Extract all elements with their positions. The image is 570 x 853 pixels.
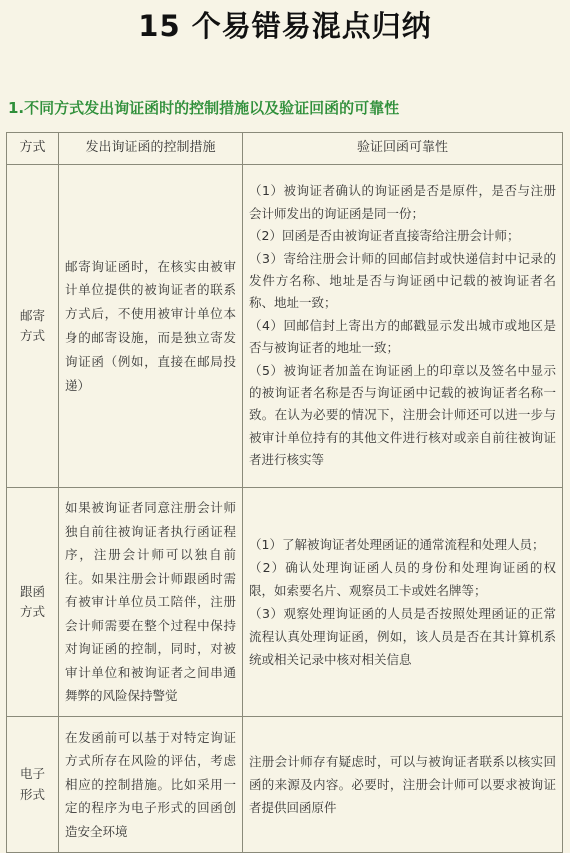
table-row-mail: [7, 165, 563, 488]
reliability-item: （1）被询证者确认的询证函是否是原件，是否与注册会计师发出的询证函是同一份；: [249, 183, 556, 221]
header-reliability: 验证回函可靠性: [243, 133, 563, 165]
control-measure-cell: 邮寄询证函时，在核实由被审计单位提供的被询证者的联系方式后，不使用被审计单位本身的邮寄设施，而是独立寄发询证函（例如，直接在邮局投递）: [59, 165, 243, 488]
reliability-cell: [243, 165, 563, 488]
method-label-line: 邮寄: [19, 307, 45, 323]
method-cell: [7, 488, 59, 717]
reliability-cell: [243, 717, 563, 853]
reliability-item: （1）了解被询证者处理函证的通常流程和处理人员；: [249, 537, 545, 552]
reliability-item: 注册会计师存有疑虑时，可以与被询证者联系以核实回函的来源及内容。必要时，注册会计师可以要求被询证者提供回函原件: [249, 754, 556, 815]
reliability-item: （2）确认处理询证函人员的身份和处理询证函的权限，如索要名片、观察员工卡或姓名牌等；: [249, 560, 556, 598]
method-label-line: 方式: [19, 328, 45, 343]
reliability-item: （3）寄给注册会计师的回邮信封或快递信封中记录的发件方名称、地址是否与询证函中记载的被询证者名称、地址一致；: [249, 250, 556, 311]
method-label-line: 形式: [19, 786, 45, 802]
reliability-cell: [243, 488, 563, 717]
page-title: 15 个易错易混点归纳: [138, 9, 432, 43]
method-label-line: 方式: [19, 604, 45, 619]
control-measure-cell: 如果被询证者同意注册会计师独自前往被询证者执行函证程序，注册会计师可以独自前往。如果注册会计师跟函时需有被审计单位员工陪伴，注册会计师需要在整个过程中保持对询证函的控制，同时，对被审计单位和被询证者之间串通舞弊的风险保持警觉: [59, 488, 243, 717]
table-row-follow: [7, 488, 563, 717]
reliability-item: （5）被询证者加盖在询证函上的印章以及签名中显示的被询证者名称是否与询证函中记载的被询证者名称一致。在认为必要的情况下，注册会计师还可以进一步与被审计单位持有的其他文件进行核对或亲自前往被询证者进行核实等: [249, 362, 556, 468]
reliability-item: （2）回函是否由被询证者直接寄给注册会计师；: [249, 228, 520, 244]
method-label-line: 电子: [19, 766, 45, 781]
method-label-line: 跟函: [19, 583, 45, 599]
reliability-item: （3）观察处理询证函的人员是否按照处理函证的正常流程认真处理询证函，例如，该人员是否在其计算机系统或相关记录中核对相关信息: [249, 606, 556, 667]
control-measure-cell: 在发函前可以基于对特定询证方式所存在风险的评估，考虑相应的控制措施。比如采用一定的程序为电子形式的回函创造安全环境: [59, 717, 243, 853]
comparison-table: [6, 132, 563, 853]
reliability-item: （4）回邮信封上寄出方的邮戳显示发出城市或地区是否与被询证者的地址一致；: [249, 317, 556, 356]
table-header-row: [7, 133, 563, 165]
header-control-measures: 发出询证函的控制措施: [59, 133, 243, 165]
table-row-email: [7, 717, 563, 853]
header-method: 方式: [7, 133, 59, 165]
method-cell: [7, 717, 59, 853]
method-cell: [7, 165, 59, 488]
section-heading: 1.不同方式发出询证函时的控制措施以及验证回函的可靠性: [8, 99, 400, 117]
